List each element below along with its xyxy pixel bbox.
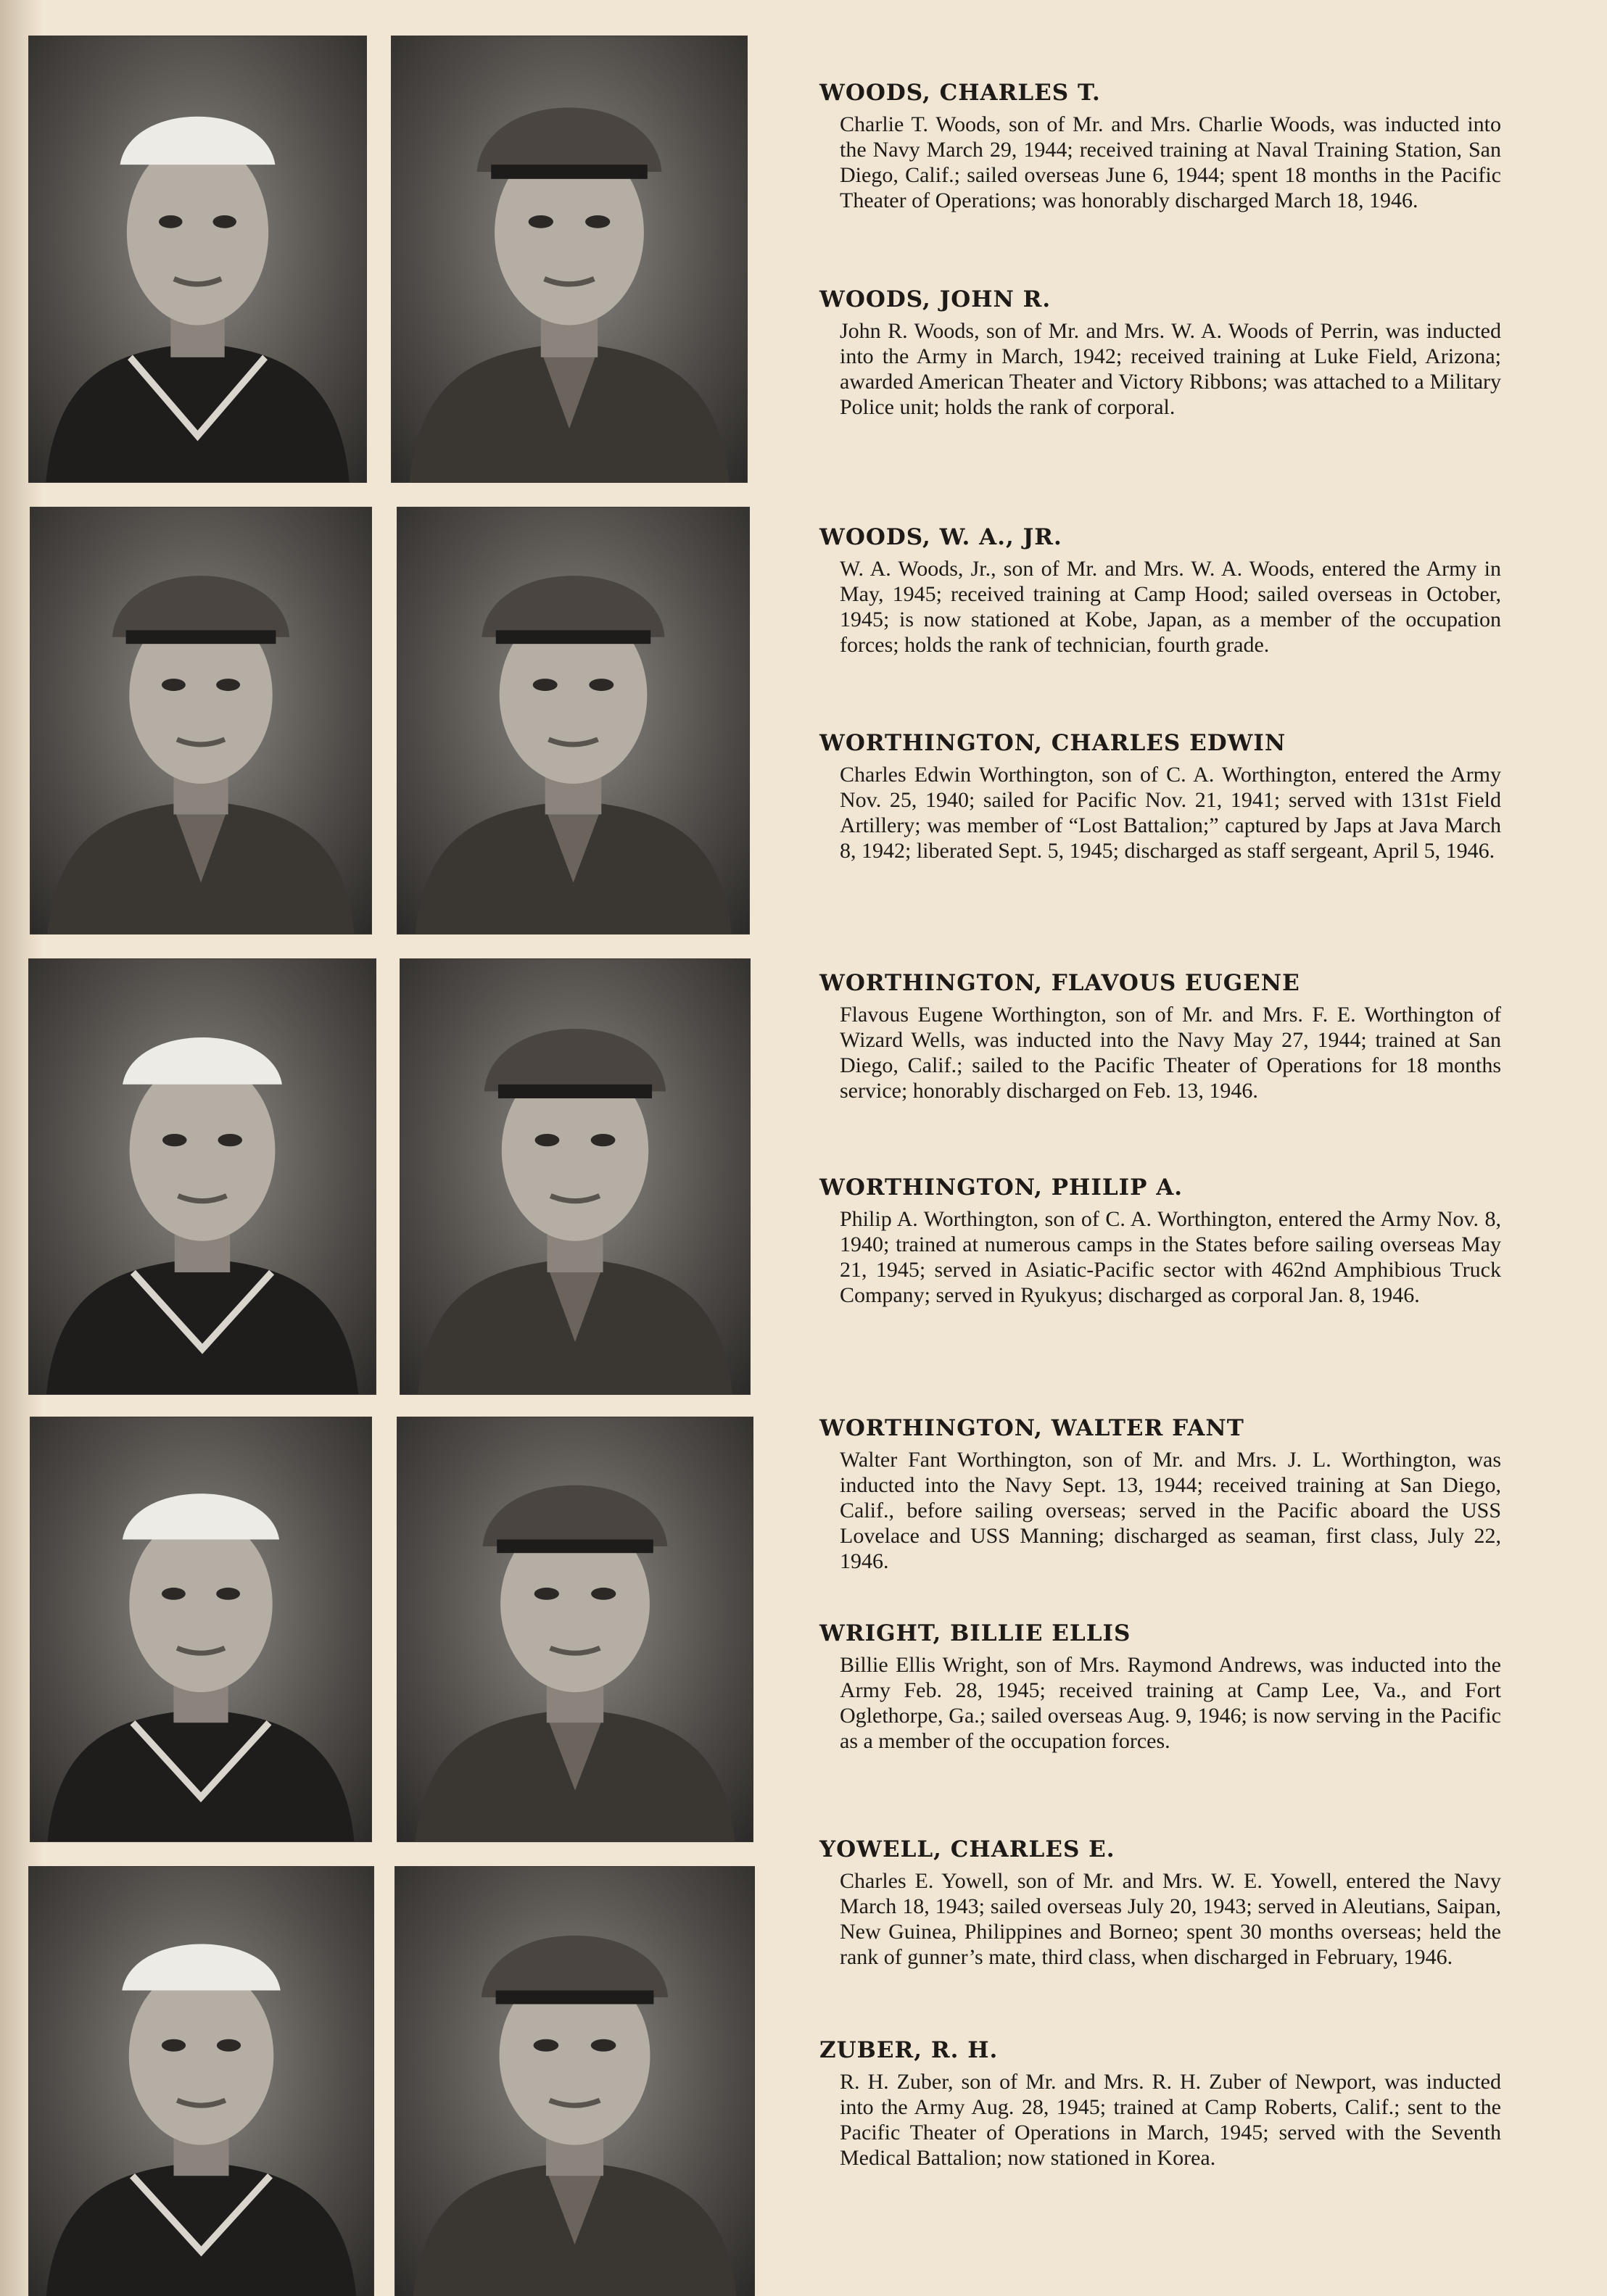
- uniform-shoulders: [46, 343, 350, 482]
- eye-right: [591, 2039, 616, 2052]
- service-cap: [483, 1485, 668, 1546]
- eye-left: [162, 1588, 186, 1600]
- portrait-silhouette: [29, 959, 376, 1394]
- eye-right: [217, 2039, 241, 2052]
- entry-text: R. H. Zuber, son of Mr. and Mrs. R. H. Zuber of Newport, was inducted into the Army Aug. 28, 1945; trained at Camp Roberts, Calif.; sent to the Pacific Theater of Operations in March, 1945; served with the Seventh Medical Battalion; now stationed in Korea.: [840, 2070, 1501, 2170]
- portrait-photo-worthington-philip: [400, 959, 750, 1394]
- face: [127, 140, 268, 326]
- entry-name: WORTHINGTON, FLAVOUS EUGENE: [819, 970, 1300, 996]
- portrait-photo-woods-john: [392, 36, 747, 482]
- eye-right: [585, 215, 610, 228]
- entry-name: WOODS, CHARLES T.: [819, 80, 1101, 106]
- eye-left: [534, 1588, 559, 1600]
- portrait-silhouette: [29, 1867, 373, 2296]
- entry-worthington-charles: [819, 730, 1501, 863]
- entry-text: Walter Fant Worthington, son of Mr. and Mrs. J. L. Worthington, was inducted into the Navy Sept. 13, 1944; received training at San Diego, Calif., before sailing overseas; served in the Pacific aboard the USS Lovelace and USS Manning; discharged as seaman, first class, July 22, 1946.: [840, 1448, 1501, 1573]
- sailor-cap: [120, 117, 276, 165]
- cap-visor: [497, 1539, 653, 1553]
- entry-yowell-charles: [819, 1836, 1501, 1970]
- portrait-photo-zuber-rh: [395, 1867, 754, 2296]
- entry-text: Philip A. Worthington, son of C. A. Worthington, entered the Army Nov. 8, 1940; trained at numerous camps in the States before sailing overseas May 21, 1945; served in Asiatic-Pacific sector with 462nd Amphibious Truck Company; served in Ryukyus; discharged as corporal Jan. 8, 1946.: [840, 1207, 1501, 1307]
- entry-text: Charles Edwin Worthington, son of C. A. Worthington, entered the Army Nov. 25, 1940; sailed for Pacific Nov. 21, 1941; served with 131st Field Artillery; was member of “Lost Battalion;” captured by Japs at Java March 8, 1942; liberated Sept. 5, 1945; discharged as staff sergeant, April 5, 1946.: [840, 763, 1501, 863]
- portrait-photo-worthington-flavous: [29, 959, 376, 1394]
- eye-left: [162, 2039, 186, 2052]
- uniform-shoulders: [48, 1709, 355, 1841]
- entry-name: WORTHINGTON, WALTER FANT: [819, 1415, 1244, 1441]
- portrait-silhouette: [400, 959, 750, 1394]
- service-cap: [482, 1936, 668, 1997]
- portrait-photo-yowell-charles: [29, 1867, 373, 2296]
- portrait-silhouette: [395, 1867, 754, 2296]
- service-cap: [484, 1029, 666, 1091]
- sailor-cap: [123, 1037, 282, 1085]
- entry-text: Billie Ellis Wright, son of Mrs. Raymond Andrews, was inducted into the Army Feb. 28, 1945; received training at Camp Lee, Va., and Fort Oglethorpe, Ga.; sailed overseas Aug. 9, 1946; is now serving in the Pacific as a member of the occupation forces.: [840, 1653, 1501, 1753]
- eye-right: [216, 1588, 240, 1600]
- eye-left: [159, 215, 183, 228]
- service-cap: [112, 576, 289, 637]
- entry-worthington-flavous: [819, 970, 1501, 1103]
- entry-name: WORTHINGTON, PHILIP A.: [819, 1174, 1183, 1201]
- uniform-shoulders: [46, 2162, 357, 2296]
- portrait-silhouette: [397, 507, 749, 934]
- cap-visor: [498, 1085, 652, 1098]
- entry-text: Flavous Eugene Worthington, son of Mr. and Mrs. F. E. Worthington of Wizard Wells, was inducted into the Navy May 27, 1944; trained at San Diego, Calif.; sailed to the Pacific Theater of Operations for 18 months service; honorably discharged on Feb. 13, 1946.: [840, 1003, 1501, 1103]
- portrait-photo-worthington-walter: [30, 1417, 371, 1841]
- sailor-cap: [122, 1944, 281, 1991]
- entry-name: YOWELL, CHARLES E.: [819, 1836, 1115, 1862]
- service-cap: [477, 107, 662, 172]
- eye-left: [162, 1134, 186, 1146]
- portrait-silhouette: [29, 36, 366, 482]
- eye-left: [534, 2039, 559, 2052]
- entry-woods-wa-jr: [819, 524, 1501, 658]
- eye-right: [212, 215, 236, 228]
- eye-left: [529, 215, 553, 228]
- entry-woods-john: [819, 286, 1501, 420]
- service-cap: [482, 576, 664, 637]
- entry-worthington-walter: [819, 1415, 1501, 1574]
- uniform-shoulders: [46, 1259, 358, 1394]
- entry-wright-billie: [819, 1620, 1501, 1754]
- eye-right: [591, 1588, 616, 1600]
- portrait-silhouette: [30, 1417, 371, 1841]
- cap-visor: [126, 630, 276, 644]
- eye-right: [591, 1134, 616, 1146]
- entry-text: Charles E. Yowell, son of Mr. and Mrs. W. E. Yowell, entered the Navy March 18, 1943; sailed overseas July 20, 1943; served in Aleutians, Saipan, New Guinea, Philippines and Borneo; spent 30 months overseas; held the rank of gunner’s mate, third class, when discharged in February, 1946.: [840, 1869, 1501, 1969]
- cap-visor: [496, 630, 650, 644]
- cap-visor: [491, 165, 648, 179]
- portrait-silhouette: [392, 36, 747, 482]
- portrait-photo-worthington-charles: [397, 507, 749, 934]
- cap-visor: [496, 1990, 654, 2004]
- entry-name: ZUBER, R. H.: [819, 2037, 999, 2063]
- entry-name: WRIGHT, BILLIE ELLIS: [819, 1620, 1131, 1646]
- entry-worthington-philip: [819, 1174, 1501, 1308]
- entry-name: WOODS, JOHN R.: [819, 286, 1052, 312]
- entry-zuber-rh: [819, 2037, 1501, 2171]
- portrait-photo-woods-wa-jr: [30, 507, 371, 934]
- sailor-cap: [123, 1493, 279, 1539]
- eye-left: [535, 1134, 560, 1146]
- portrait-photo-wright-billie: [397, 1417, 753, 1841]
- face: [129, 1516, 272, 1692]
- eye-left: [533, 679, 558, 691]
- eye-left: [162, 679, 186, 691]
- eye-right: [216, 679, 240, 691]
- eye-right: [218, 1134, 242, 1146]
- entry-woods-charles: [819, 80, 1501, 213]
- face: [129, 1966, 274, 2144]
- portrait-photo-woods-charles: [29, 36, 366, 482]
- portrait-silhouette: [397, 1417, 753, 1841]
- portrait-silhouette: [30, 507, 371, 934]
- entry-name: WORTHINGTON, CHARLES EDWIN: [819, 730, 1286, 756]
- entry-text: Charlie T. Woods, son of Mr. and Mrs. Charlie Woods, was inducted into the Navy March 29, 1944; received training at Naval Training Station, San Diego, Calif.; sailed overseas June 6, 1944; spent 18 months in the Pacific Theater of Operations; was honorably discharged March 18, 1946.: [840, 112, 1501, 212]
- entry-text: W. A. Woods, Jr., son of Mr. and Mrs. W. A. Woods, entered the Army in May, 1945; received training at Camp Hood; sailed overseas in October, 1945; is now stationed at Kobe, Japan, as a member of the occupation forces; holds the rank of technician, fourth grade.: [840, 557, 1501, 657]
- face: [130, 1060, 276, 1241]
- eye-right: [589, 679, 614, 691]
- entry-name: WOODS, W. A., JR.: [819, 524, 1062, 550]
- entry-text: John R. Woods, son of Mr. and Mrs. W. A. Woods of Perrin, was inducted into the Army in March, 1942; received training at Luke Field, Arizona; awarded American Theater and Victory Ribbons; was attached to a Military Police unit; holds the rank of corporal.: [840, 319, 1501, 419]
